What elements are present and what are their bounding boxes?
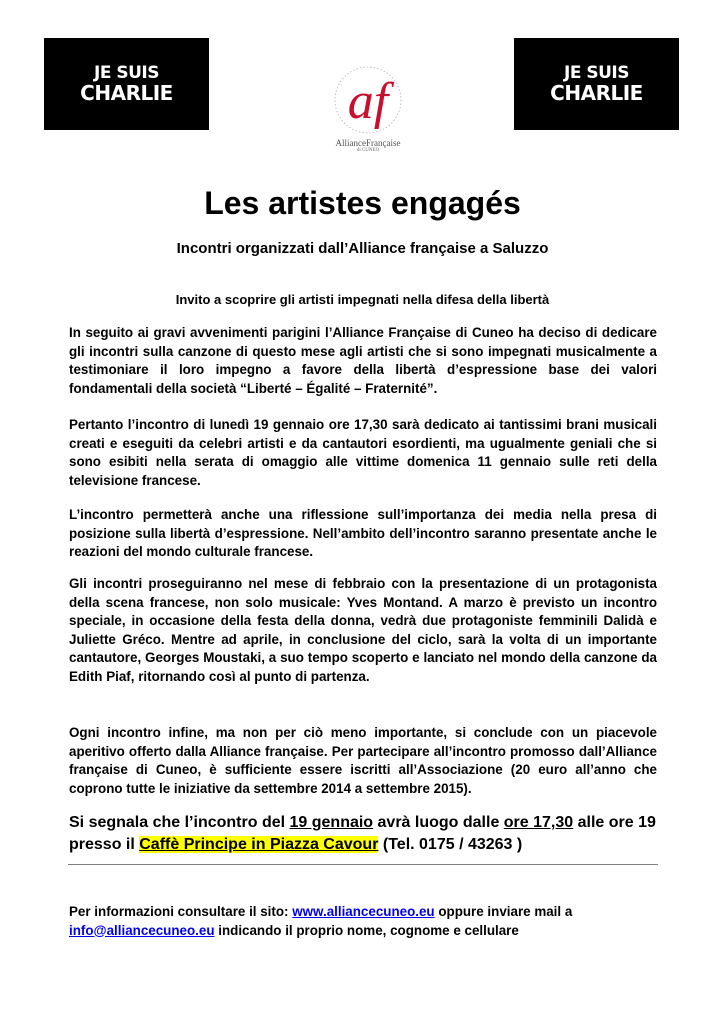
event-venue: Caffè Principe in Piazza Cavour [139, 836, 379, 853]
logo-monogram: af [347, 73, 389, 130]
event-announcement [69, 812, 659, 856]
email-link[interactable]: info@alliancecuneo.eu [69, 922, 215, 938]
paragraph-2: Pertanto l’incontro di lunedì 19 gennaio ore 17,30 sarà dedicato ai tantissimi brani musicali creati e eseguiti da celebri artisti e da cantautori esordienti, ma ugualmente geniali che si sono esibiti nella serata di omaggio alle vittime domenica 11 gennaio sulle reti della televisione francese. [69, 417, 657, 488]
announcement-text-4: (Tel. 0175 / 43263 ) [378, 836, 523, 853]
alliance-francaise-logo [318, 58, 418, 173]
banner-line1: JE SUIS [94, 63, 159, 83]
je-suis-charlie-banner-left [44, 38, 209, 130]
event-date: 19 gennaio [289, 814, 374, 831]
subtitle: Incontri organizzati dall’Alliance française a Saluzzo [176, 240, 549, 257]
footer-text-2: oppure inviare mail a [434, 904, 573, 919]
logo-subname: di CUNEO [356, 148, 380, 153]
announcement-text-1: Si segnala che l’incontro del [69, 814, 290, 831]
page-title: Les artistes engagés [204, 185, 521, 221]
paragraph-5: Ogni incontro infine, ma non per ciò meno importante, si conclude con un piacevole aperitivo offerto dalla Alliance française. Per partecipare all’incontro promosso dall’Alliance française di Cuneo, è sufficiente essere iscritti all’Associazione (20 euro all’anno che coprono tutte le iniziative da settembre 2014 a settembre 2015). [69, 725, 657, 796]
announcement-text-2: avrà luogo dalle [373, 814, 504, 831]
banner-line2: CHARLIE [550, 81, 643, 105]
banner-line1: JE SUIS [564, 63, 629, 83]
footer-text-1: Per informazioni consultare il sito: [69, 904, 293, 919]
footer-text-3: indicando il proprio nome, cognome e cellulare [214, 922, 519, 938]
je-suis-charlie-banner-right [514, 38, 679, 130]
website-link[interactable]: www.alliancecuneo.eu [292, 904, 435, 919]
announcement-text-3: alle ore 19 presso il [69, 814, 656, 853]
paragraph-1: In seguito ai gravi avvenimenti parigini l’Alliance Française di Cuneo ha deciso di dedicare gli incontri sulla canzone di questo mese agli artisti che si sono impegnati musicalmente a testimoniare il loro impegno a favore della libertà d’espressione base dei valori fondamentali della società “Liberté – Égalité – Fraternité”. [69, 325, 657, 396]
invite-line: Invito a scoprire gli artisti impegnati nella difesa della libertà [175, 292, 550, 307]
af-logo-icon [328, 58, 408, 142]
separator-line [68, 864, 658, 865]
event-time: ore 17,30 [503, 814, 574, 831]
paragraph-4: Gli incontri proseguiranno nel mese di febbraio con la presentazione di un protagonista della scena francese, non solo musicale: Yves Montand. A marzo è previsto un incontro speciale, in occasione della festa della donna, vedrà due protagoniste femminili Dalidà e Juliette Gréco. Mentre ad aprile, in conclusione del ciclo, sarà la volta di un importante cantautore, Georges Moustaki, a suo tempo scoperto e lanciato nel mondo della canzone da Edith Piaf, ritornando così al punto di partenza. [69, 576, 657, 684]
logo-name: AllianceFrançaise [335, 138, 401, 148]
banner-line2: CHARLIE [80, 81, 173, 105]
paragraph-3: L’incontro permetterà anche una riflessione sull’importanza dei media nella presa di posizione sulla libertà d’espressione. Nell’ambito dell’incontro saranno presentate anche le reazioni del mondo culturale francese. [69, 507, 657, 559]
footer-info [69, 903, 659, 940]
